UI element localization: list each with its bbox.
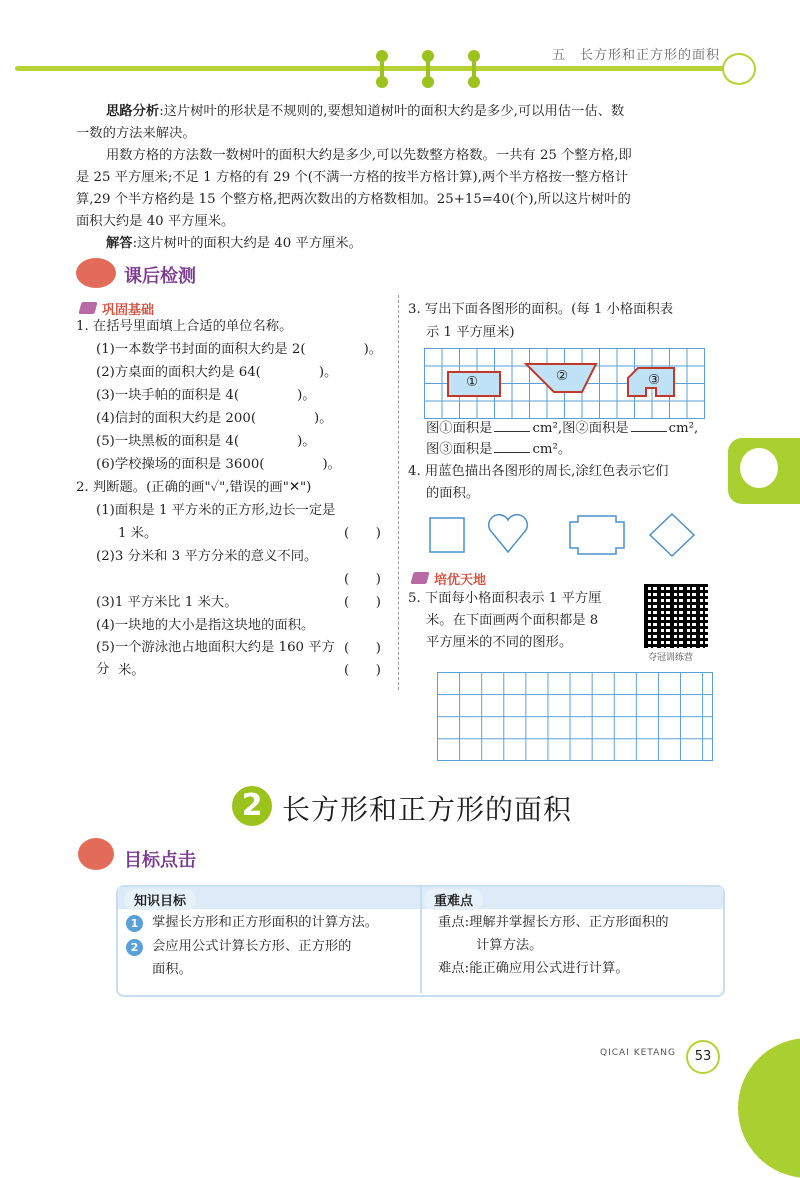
shape-label: ① bbox=[466, 375, 478, 390]
q1-item: (3)一块手帕的面积是 4( )。 bbox=[96, 388, 316, 403]
analysis-para-line: 面积大约是 40 平方厘米。 bbox=[76, 214, 235, 229]
outline-shapes bbox=[420, 512, 710, 558]
analysis-para-line: 是 25 平方厘米;不足 1 方格的有 29 个(不满一方格的按半方格计算),两个半方格按一整方格计 bbox=[76, 170, 629, 185]
knowledge-tag: 知识目标 bbox=[124, 889, 196, 910]
binder-pin-icon bbox=[472, 54, 476, 84]
q2-item: (3)1 平方米比 1 米大。 bbox=[96, 595, 238, 610]
header-rule bbox=[15, 66, 727, 71]
q3-answer-line: 图③面积是 cm²。 bbox=[426, 442, 572, 457]
pencil-icon bbox=[410, 572, 429, 584]
goals-divider bbox=[420, 887, 422, 993]
difficult-point: 难点:能正确应用公式进行计算。 bbox=[438, 961, 629, 976]
binder-pin-icon bbox=[380, 54, 384, 84]
answer-paren[interactable]: ( ) bbox=[344, 641, 381, 656]
key-tag: 重难点 bbox=[424, 889, 483, 910]
shape-label: ③ bbox=[648, 373, 660, 388]
chapter-title: 五 长方形和正方形的面积 bbox=[551, 48, 720, 63]
q3-stem: 3. 写出下面各图形的面积。(每 1 小格面积表 bbox=[408, 302, 674, 317]
q2-item: (1)面积是 1 平方米的正方形,边长一定是 bbox=[96, 503, 336, 518]
q2-stem: 2. 判断题。(正确的画"✓",错误的画"✕") bbox=[76, 480, 312, 495]
subsection-title: 培优天地 bbox=[434, 573, 487, 588]
shape-cross bbox=[570, 516, 624, 554]
number-badge: 1 bbox=[126, 915, 143, 932]
footer-decoration bbox=[738, 1038, 800, 1178]
mascot-icon bbox=[78, 838, 114, 870]
page-number: 53 bbox=[686, 1040, 720, 1074]
q3-stem: 示 1 平方厘米) bbox=[426, 325, 515, 340]
shape-heart bbox=[489, 515, 528, 552]
column-divider bbox=[398, 295, 399, 690]
goals-title: 目标点击 bbox=[124, 850, 196, 871]
q5-stem: 5. 下面每小格面积表示 1 平方厘 bbox=[408, 591, 602, 606]
analysis-para-line: 算,29 个半方格约是 15 个整方格,把两次数出的方格数相加。25+15=40(个),所以这片树叶的 bbox=[76, 192, 631, 207]
answer-paren[interactable]: ( ) bbox=[344, 572, 381, 587]
q4-stem: 的面积。 bbox=[426, 486, 480, 501]
q1-item: (5)一块黑板的面积是 4( )。 bbox=[96, 434, 316, 449]
q1-item: (4)信封的面积大约是 200( )。 bbox=[96, 411, 333, 426]
answer-paren[interactable]: ( ) bbox=[344, 663, 381, 678]
q1-item: (6)学校操场的面积是 3600( )。 bbox=[96, 457, 341, 472]
analysis-line-1: 思路分析:这片树叶的形状是不规则的,要想知道树叶的面积大约是多少,可以用估一估、数 bbox=[106, 104, 625, 119]
q4-stem: 4. 用蓝色描出各图形的周长,涂红色表示它们 bbox=[408, 464, 669, 479]
binder-pin-icon bbox=[426, 54, 430, 84]
lesson-number: 2 bbox=[232, 786, 272, 826]
q1-item: (1)一本数学书封面的面积大约是 2( )。 bbox=[96, 342, 383, 357]
answer-line: 解答:这片树叶的面积大约是 40 平方厘米。 bbox=[106, 236, 362, 251]
q2-item: 1 米。 bbox=[118, 526, 158, 541]
analysis-para-line: 用数方格的方法数一数树叶的面积大约是多少,可以先数整方格数。一共有 25 个整方格,即 bbox=[106, 148, 632, 163]
shape-square bbox=[430, 518, 464, 552]
answer-blank[interactable] bbox=[494, 419, 530, 432]
answer-paren[interactable]: ( ) bbox=[344, 526, 381, 541]
q5-stem: 米。在下面画两个面积都是 8 bbox=[426, 613, 599, 628]
q2-item: (5)一个游泳池占地面积大约是 160 平方分 bbox=[96, 640, 335, 677]
mascot-icon bbox=[722, 53, 756, 85]
qr-code-icon[interactable] bbox=[644, 584, 708, 648]
shape-diamond bbox=[650, 514, 694, 556]
q3-answer-line: 图①面积是 cm²,图②面积是 cm², bbox=[426, 421, 699, 436]
qr-caption: 夺冠训练营 bbox=[648, 653, 694, 663]
section-title: 课后检测 bbox=[124, 266, 196, 287]
subsection-title: 巩固基础 bbox=[102, 303, 155, 318]
brand-text: QICAI KETANG bbox=[600, 1048, 676, 1058]
drawing-grid[interactable] bbox=[437, 672, 713, 761]
q1-stem: 1. 在括号里面填上合适的单位名称。 bbox=[76, 319, 293, 334]
analysis-line-2: 一数的方法来解决。 bbox=[76, 126, 196, 141]
shape-label: ② bbox=[556, 369, 568, 384]
pencil-icon bbox=[78, 302, 97, 314]
answer-blank[interactable] bbox=[494, 440, 530, 453]
key-point: 计算方法。 bbox=[476, 938, 543, 953]
answer-paren[interactable]: ( ) bbox=[344, 595, 381, 610]
number-badge: 2 bbox=[126, 939, 143, 956]
answer-blank[interactable] bbox=[631, 419, 667, 432]
q1-item: (2)方桌面的面积大约是 64( )。 bbox=[96, 365, 338, 380]
knowledge-goal: 面积。 bbox=[152, 962, 192, 977]
lesson-title: 长方形和正方形的面积 bbox=[282, 793, 573, 826]
q2-item: (4)一块地的大小是指这块地的面积。 bbox=[96, 618, 315, 633]
knowledge-goal: 掌握长方形和正方形面积的计算方法。 bbox=[152, 915, 379, 930]
key-point: 重点:理解并掌握长方形、正方形面积的 bbox=[438, 915, 669, 930]
q5-stem: 平方厘米的不同的图形。 bbox=[426, 635, 573, 650]
goals-box bbox=[116, 885, 725, 997]
bunny-icon bbox=[740, 448, 778, 488]
q2-item: (2)3 分米和 3 平方分米的意义不同。 bbox=[96, 549, 318, 564]
mascot-icon bbox=[76, 258, 116, 288]
q2-item: 米。 bbox=[118, 663, 145, 678]
knowledge-goal: 会应用公式计算长方形、正方形的 bbox=[152, 939, 352, 954]
